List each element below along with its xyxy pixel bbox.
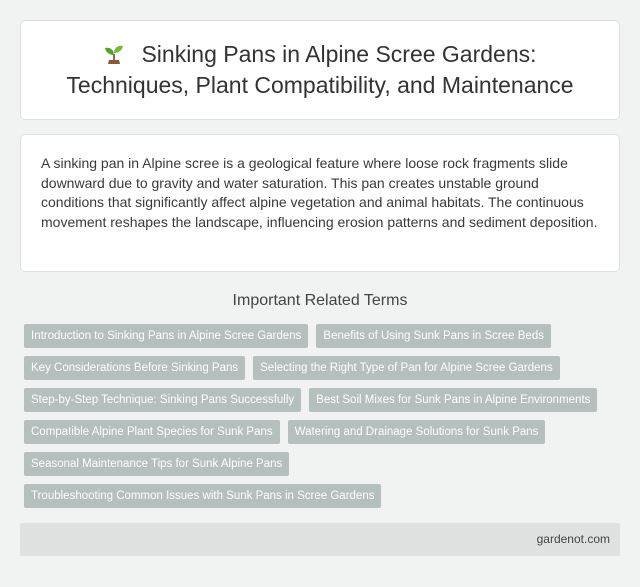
page-title-text: Sinking Pans in Alpine Scree Gardens: Techniques, Plant Compatibility, and Maintenance	[66, 41, 574, 98]
related-term-tag[interactable]: Watering and Drainage Solutions for Sunk Pans	[288, 420, 546, 444]
intro-card	[20, 134, 620, 272]
page-title	[45, 39, 595, 101]
tag-row	[24, 452, 624, 476]
related-term-tag[interactable]: Introduction to Sinking Pans in Alpine Scree Gardens	[24, 324, 308, 348]
intro-paragraph: A sinking pan in Alpine scree is a geological feature where loose rock fragments slide downward due to gravity and water saturation. This pan creates unstable ground conditions that significantly affect alpine vegetation and animal habitats. The continuous movement reshapes the landscape, influencing erosion patterns and sediment deposition.	[41, 155, 598, 230]
tag-row	[24, 324, 624, 348]
related-term-tag[interactable]: Best Soil Mixes for Sunk Pans in Alpine Environments	[309, 388, 597, 412]
tag-row	[24, 484, 624, 508]
related-term-tag[interactable]: Compatible Alpine Plant Species for Sunk Pans	[24, 420, 280, 444]
related-terms-heading: Important Related Terms	[232, 292, 408, 309]
footer	[20, 523, 620, 556]
related-term-tag[interactable]: Benefits of Using Sunk Pans in Scree Beds	[316, 324, 551, 348]
related-term-tag[interactable]: Troubleshooting Common Issues with Sunk Pans in Scree Gardens	[24, 484, 381, 508]
related-terms-list	[24, 324, 624, 516]
title-card	[20, 20, 620, 120]
related-term-tag[interactable]: Selecting the Right Type of Pan for Alpine Scree Gardens	[253, 356, 560, 380]
sprout-icon	[103, 43, 125, 65]
tag-row	[24, 420, 624, 444]
related-term-tag[interactable]: Seasonal Maintenance Tips for Sunk Alpine Pans	[24, 452, 289, 476]
footer-site-link[interactable]: gardenot.com	[536, 532, 610, 546]
related-term-tag[interactable]: Key Considerations Before Sinking Pans	[24, 356, 245, 380]
tag-row	[24, 388, 624, 412]
tag-row	[24, 356, 624, 380]
related-term-tag[interactable]: Step-by-Step Technique: Sinking Pans Successfully	[24, 388, 301, 412]
